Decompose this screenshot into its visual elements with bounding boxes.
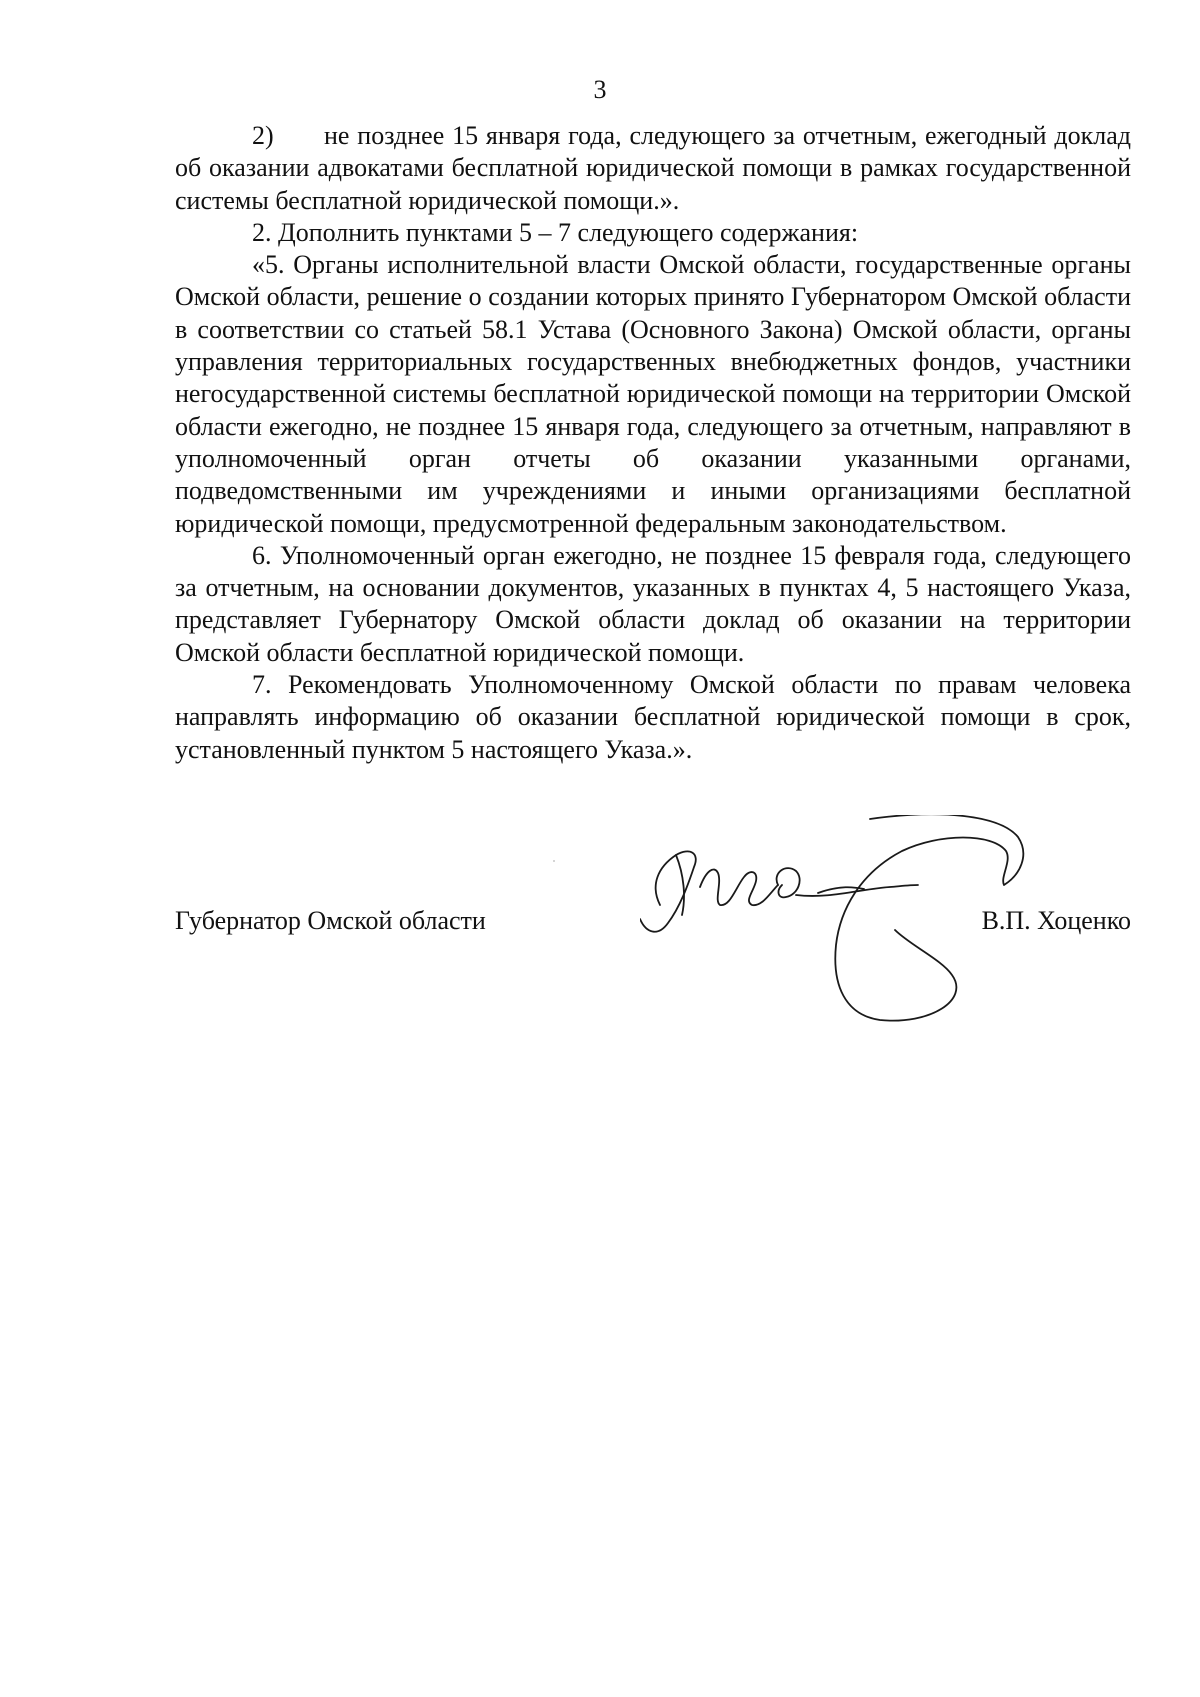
paragraph-text: не позднее 15 января года, следующего за отчетным, ежегодный доклад об оказании адвокатами бесплатной юридической помощи в рамках государственной системы бесплатной юридической помощи.». xyxy=(175,121,1131,215)
signatory-title: Губернатор Омской области xyxy=(175,906,486,935)
list-marker: 2) xyxy=(252,121,274,150)
page-number: 3 xyxy=(593,75,607,104)
document-body xyxy=(175,120,1131,766)
signatory-name: В.П. Хоценко xyxy=(981,906,1131,935)
paragraph-point-7: 7. Рекомендовать Уполномоченному Омской области по правам человека направлять информацию об оказании бесплатной юридической помощи в срок, установленный пунктом 5 настоящего Указа.». xyxy=(175,670,1131,764)
paragraph-point-6: 6. Уполномоченный орган ежегодно, не позднее 15 февраля года, следующего за отчетным, на основании документов, указанных в пунктах 4, 5 настоящего Указа, представляет Губернатору Омской области доклад об оказании на территории Омской области бесплатной юридической помощи. xyxy=(175,540,1131,667)
paragraph-amendment-intro: 2. Дополнить пунктами 5 – 7 следующего содержания: xyxy=(252,217,859,247)
paragraph-point-5: «5. Органы исполнительной власти Омской области, государственные органы Омской области, решение о создании которых принято Губернатором Омской области в соответствии со статьей 58.1 Устава (Основного Закона) Омской области, органы управления территориальных государственных внебюджетных фондов, участники негосударственной системы бесплатной юридической помощи на территории Омской области ежегодно, не позднее 15 января года, следующего за отчетным, направляют в уполномоченный орган отчеты об оказании указанными органами, подведомственными им учреждениями и иными организациями бесплатной юридической помощи, предусмотренной федеральным законодательством. xyxy=(175,250,1131,538)
handwritten-signature xyxy=(640,815,1120,1025)
paragraph-item-2 xyxy=(175,120,1131,217)
scan-speck xyxy=(553,860,555,862)
